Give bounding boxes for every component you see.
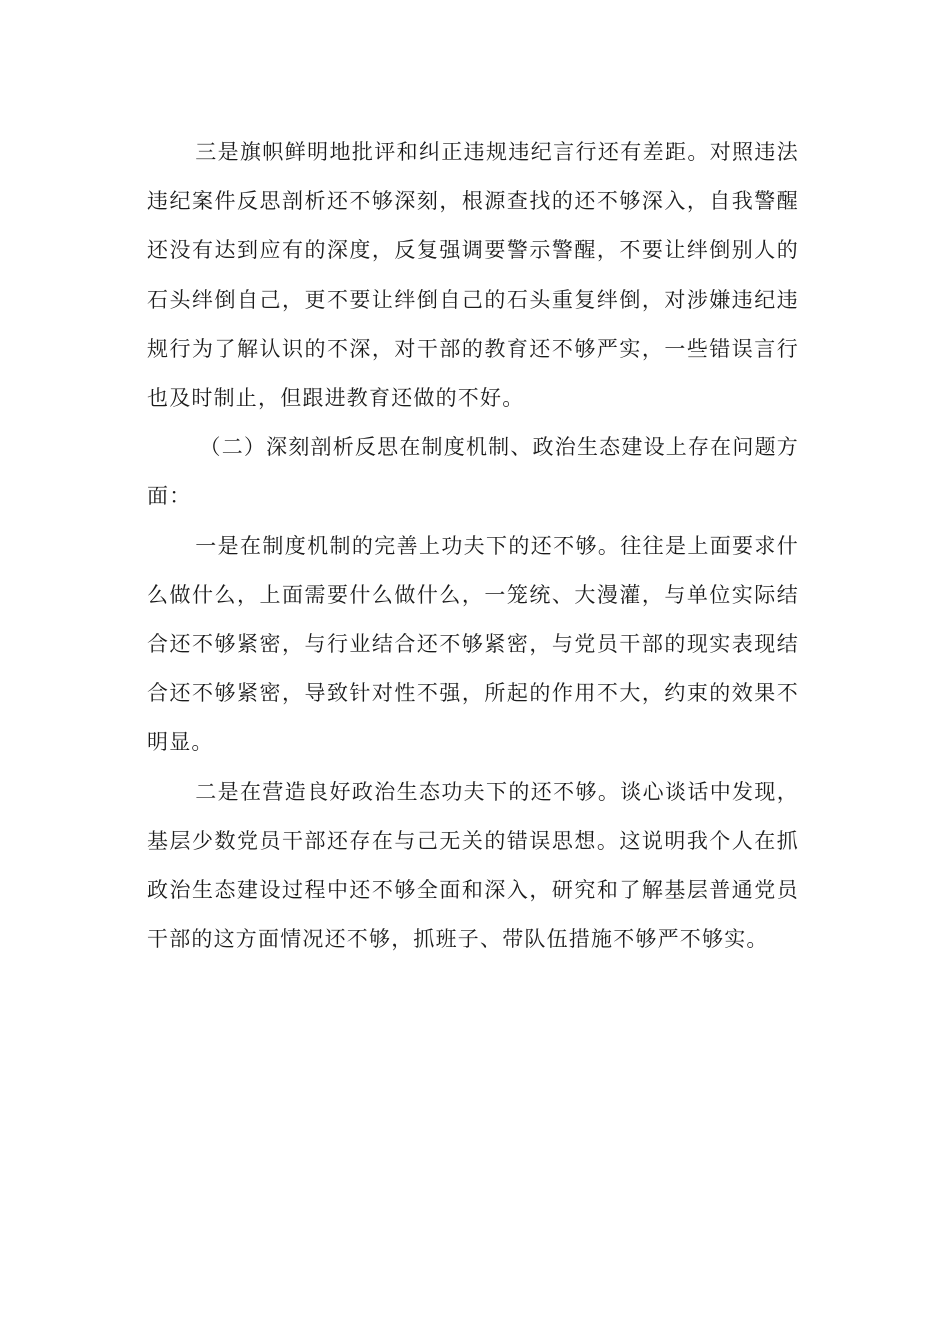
paragraph-criticism-gap: 三是旗帜鲜明地批评和纠正违规违纪言行还有差距。对照违法违纪案件反思剖析还不够深刻，根源查找的还不够深入，自我警醒还没有达到应有的深度，反复强调要警示警醒，不要让绊倒别人的石头绊倒自己，更不要让绊倒自己的石头重复绊倒，对涉嫌违纪违规行为了解认识的不深，对干部的教育还不够严实，一些错误言行也及时制止，但跟进教育还做的不好。: [147, 140, 799, 411]
document-body: [147, 128, 799, 964]
paragraph-institution-mechanism: 一是在制度机制的完善上功夫下的还不够。往往是上面要求什么做什么，上面需要什么做什么，一笼统、大漫灌，与单位实际结合还不够紧密，与行业结合还不够紧密，与党员干部的现实表现结合还不够紧密，导致针对性不强，所起的作用不大，约束的效果不明显。: [147, 533, 799, 755]
paragraph-political-ecology: 二是在营造良好政治生态功夫下的还不够。谈心谈话中发现，基层少数党员干部还存在与己无关的错误思想。这说明我个人在抓政治生态建设过程中还不够全面和深入，研究和了解基层普通党员干部的这方面情况还不够，抓班子、带队伍措施不够严不够实。: [147, 779, 799, 952]
section-heading-2: （二）深刻剖析反思在制度机制、政治生态建设上存在问题方面：: [147, 435, 799, 509]
